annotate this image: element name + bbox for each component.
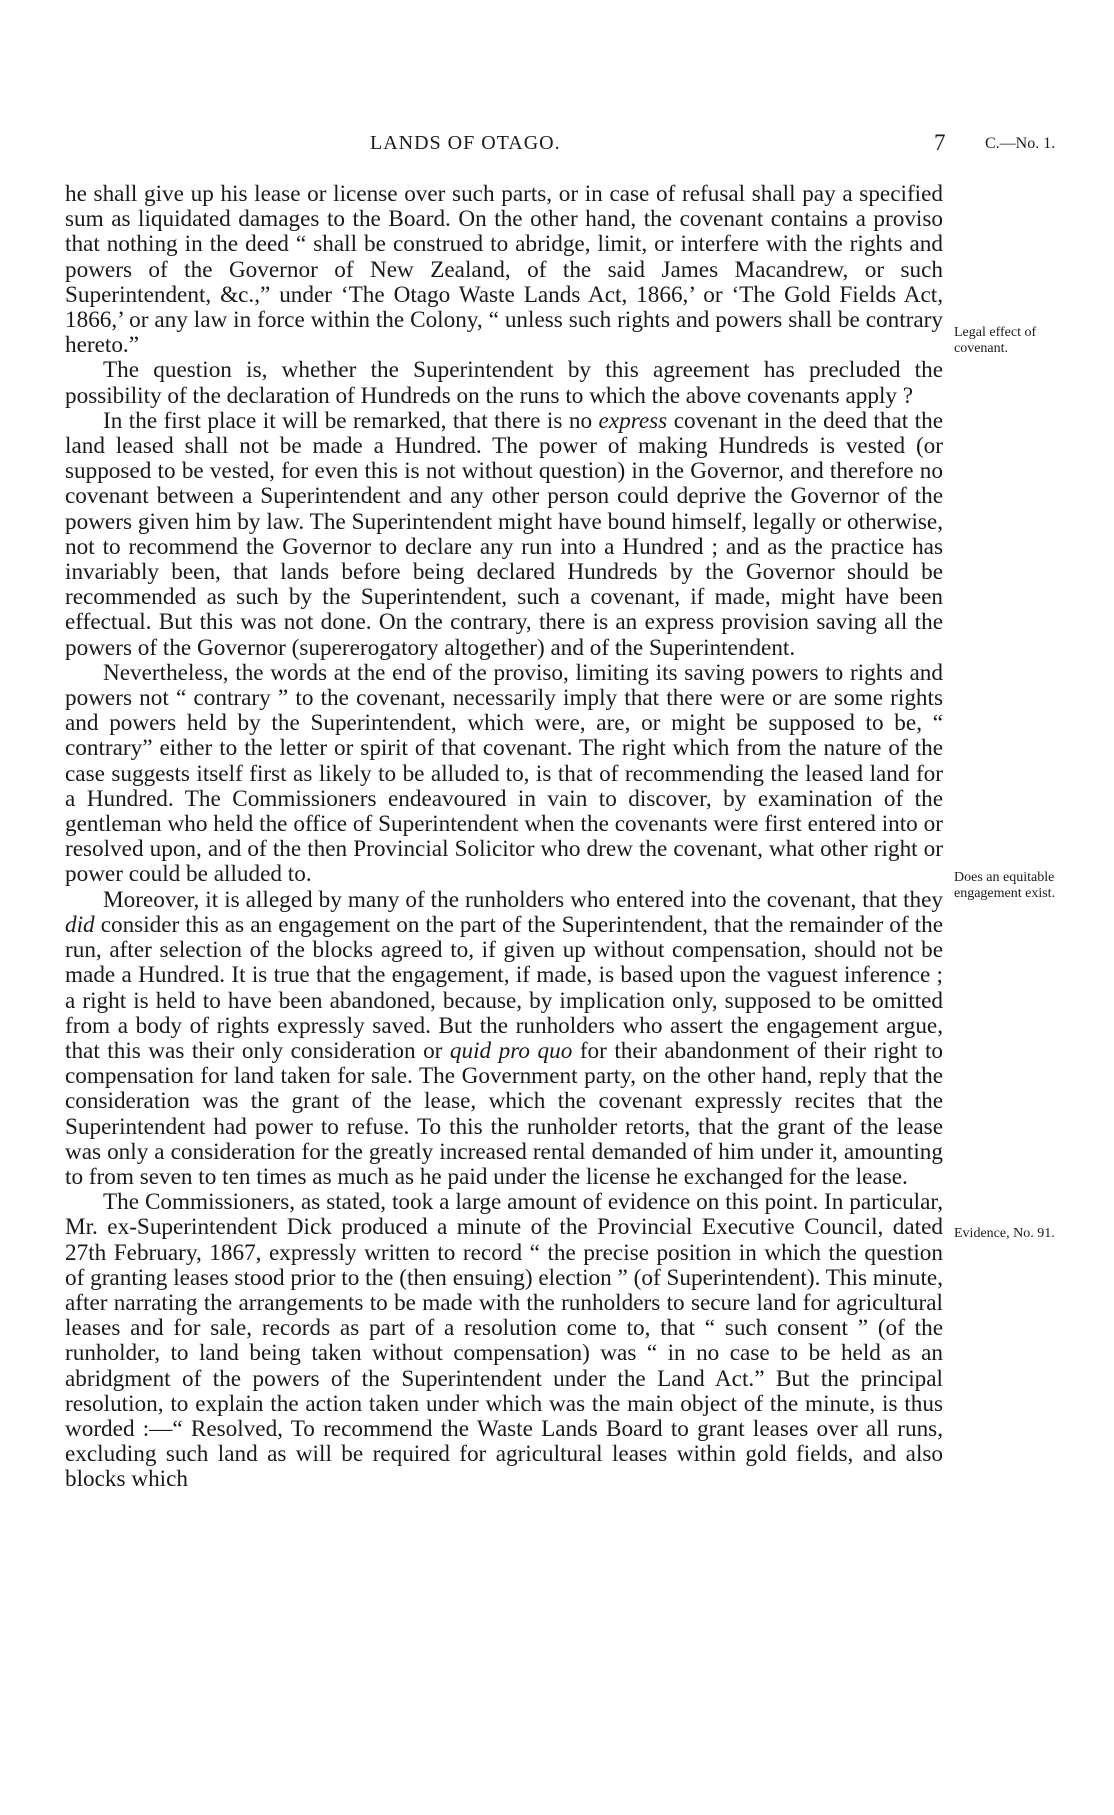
text-run: for their abandonment of their right to compensation for land taken for sale. The Government party, on the other hand, reply that the consideration was the grant of the lease, which the covenant expressly recites that the Superintendent had power to refuse. To this the runholder retorts, that the grant of the lease was only a consideration for the greatly increased rental demanded of him under it, amounting to from seven to ten times as much as he paid under the license he exchanged for the lease.: [65, 1037, 943, 1190]
text-run: consider this as an engagement on the part of the Superintendent, that the remainder of the run, after selection of the blocks agreed to, if given up without compensation, should not be made a Hundred. It is true that the engagement, if made, is based upon the vaguest inference ; a right is held to have been abandoned, because, by implication only, supposed to be omitted from a body of rights expressly saved. But the runholders who assert the engagement argue, that this was their only consideration or: [65, 911, 943, 1064]
side-note-line: Does an equitable: [954, 870, 1055, 885]
paragraph: [65, 409, 943, 661]
paragraph: [65, 1190, 943, 1492]
paragraph: [65, 358, 943, 408]
italic-text: did: [65, 911, 95, 938]
side-note-legal-effect: [954, 325, 1109, 357]
page-number: 7: [934, 130, 946, 155]
body-text: [65, 182, 943, 1493]
italic-text: quid pro quo: [449, 1037, 573, 1064]
text-run: he shall give up his lease or license over such parts, or in case of refusal shall pay a specified sum as liquidated damages to the Board. On the other hand, the covenant contains a proviso that nothing in the deed “ shall be construed to abridge, limit, or interfere with the rights and powers of the Governor of New Zealand, of the said James Macandrew, or such Superintendent, &c.,” under ‘The Otago Waste Lands Act, 1866,’ or ‘The Gold Fields Act, 1866,’ or any law in force within the Colony, “ unless such rights and powers shall be contrary hereto.”: [65, 181, 943, 359]
running-title: LANDS OF OTAGO.: [370, 132, 561, 154]
side-note-line: covenant.: [954, 341, 1009, 356]
paragraph: [65, 661, 943, 888]
page-header: [0, 128, 1114, 162]
side-note-line: Legal effect of: [954, 325, 1037, 340]
side-note-evidence: [954, 1226, 1109, 1242]
text-run: Moreover, it is alleged by many of the runholders who entered into the covenant, that they: [103, 886, 943, 913]
side-note-equitable-engagement: [954, 870, 1109, 902]
text-run: In the first place it will be remarked, that there is no: [103, 407, 599, 434]
paragraph: [65, 888, 943, 1190]
side-note-line: engagement exist.: [954, 886, 1056, 901]
paragraph: [65, 182, 943, 358]
italic-text: express: [598, 407, 668, 434]
text-run: covenant in the deed that the land leased shall not be made a Hundred. The power of making Hundreds is vested (or supposed to be vested, for even this is not without question) in the Governor, and therefore no covenant between a Superintendent and any other person could deprive the Governor of the powers given him by law. The Superintendent might have bound himself, legally or otherwise, not to recommend the Governor to declare any run into a Hundred ; and as the practice has invariably been, that lands before being declared Hundreds by the Governor should be recommended as such by the Superintendent, such a covenant, if made, might have been effectual. But this was not done. On the contrary, there is an express provision saving all the powers of the Governor (supererogatory altogether) and of the Superintendent.: [65, 407, 943, 661]
text-run: Nevertheless, the words at the end of the proviso, limiting its saving powers to rights and powers not “ contrary ” to the covenant, necessarily imply that there were or are some rights and powers held by the Superintendent, which were, are, or might be supposed to be, “ contrary” either to the letter or spirit of that covenant. The right which from the nature of the case suggests itself first as likely to be alluded to, is that of recommending the leased land for a Hundred. The Commissioners endeavoured in vain to discover, by examination of the gentleman who held the office of Superintendent when the covenants were first entered into or resolved upon, and of the then Provincial Solicitor who drew the covenant, what other right or power could be alluded to.: [65, 659, 943, 888]
document-reference: C.—No. 1.: [985, 135, 1056, 152]
text-run: The question is, whether the Superintendent by this agreement has precluded the possibility of the declaration of Hundreds on the runs to which the above covenants apply ?: [65, 357, 943, 409]
text-run: The Commissioners, as stated, took a large amount of evidence on this point. In particular, Mr. ex-Superintendent Dick produced a minute of the Provincial Executive Council, dated 27th February, 1867, expressly written to record “ the precise position in which the question of granting leases stood prior to the (then ensuing) election ” (of Superintendent). This minute, after narrating the arrangements to be made with the runholders to secure land for agricultural leases and for sale, records as part of a resolution come to, that “ such consent ” (of the runholder, to land being taken without compensation) was “ in no case to be held as an abridgment of the powers of the Superintendent under the Land Act.” But the principal resolution, to explain the action taken under which was the main object of the minute, is thus worded :—“ Resolved, To recommend the Waste Lands Board to grant leases over all runs, excluding such land as will be required for agricultural leases within gold fields, and also blocks which: [65, 1189, 943, 1493]
side-note-line: Evidence, No. 91.: [954, 1226, 1055, 1241]
